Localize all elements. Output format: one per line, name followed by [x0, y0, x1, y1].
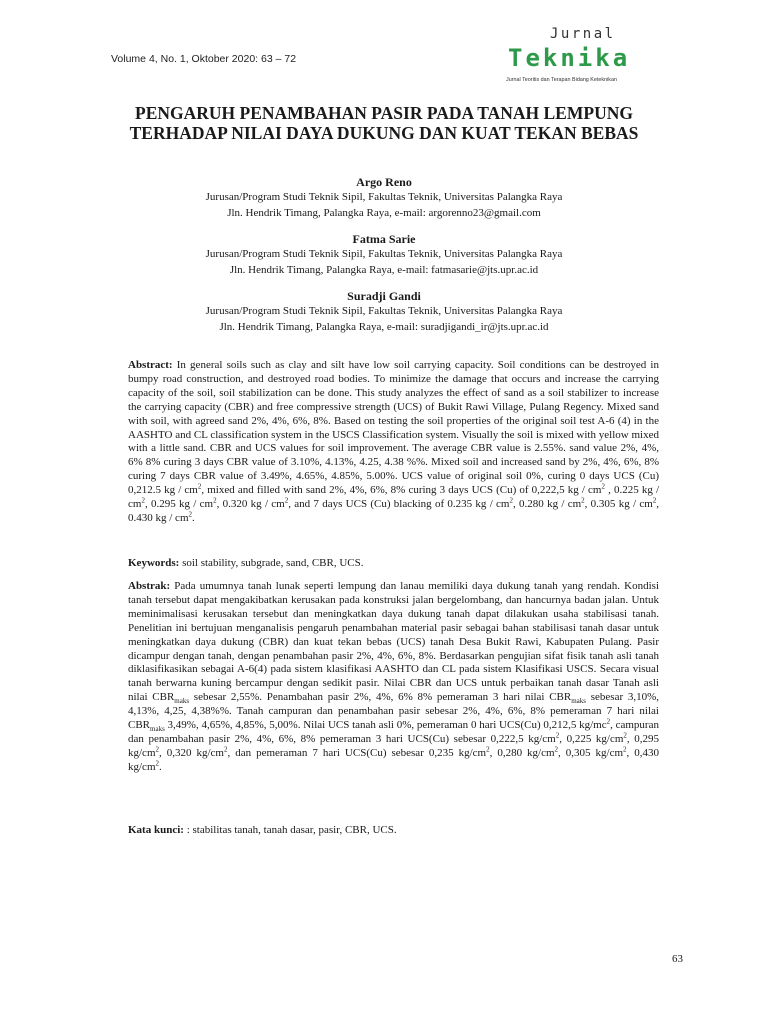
subscript: maks: [174, 697, 190, 706]
superscript: 2: [155, 759, 159, 768]
abstract-english: [128, 359, 659, 526]
abstrak-text: , 0,295 kg/cm: [128, 732, 659, 759]
superscript: 2: [284, 496, 289, 505]
superscript: 2: [652, 496, 657, 505]
abstract-text: .: [192, 511, 195, 524]
author-affiliation: Jurusan/Program Studi Teknik Sipil, Fakultas Teknik, Universitas Palangka Raya: [205, 248, 563, 260]
abstrak-text: sebesar 3,10%, 4,13%, 4,25, 4,38%%. Tanah campuran dan penambahan pasir sebesar 2%, 4%, 6%, 8% pemeraman 7 hari nilai CBR: [128, 691, 659, 732]
abstrak-text: .: [159, 760, 162, 773]
keywords-english: [128, 556, 659, 570]
superscript: 2: [581, 496, 585, 505]
keywords-label: Keywords:: [128, 557, 180, 569]
abstract-text: In general soils such as clay and silt have low soil carrying capacity. Soil conditions can be destroyed in bumpy road construction, and destroyed road bodies. To minimize the damage that occurs and increase the carrying capacity of the soil, soil stabilization can be done. This study analyzes the effect of sand as a soil stabilizer to increase the carrying capacity (CBR) and free compressive strength (UCS) of Bukit Rawi Village, Pulang Regency. Mixed sand with soil, with agreed sand 2%, 4%, 6%, 8%. Based on testing the soil properties of the original soil test A-6 (4) in the AASHTO and CL classification system in the USCS Classification system. Visually the soil is mixed with yellow mixed with a little sand. CBR and UCS values for soil improvement. The average CBR value is 2.55%. sand value 2%, 4%, 6% 8% curing 3 days CBR value of 3.10%, 4.13%, 4.25, 4.38 %%. Mixed soil and increased sand by 2%, 4%, 6%, 8% curing 7 days CBR value of 3.49%, 4.65%, 4.85%, 5.00%. UCS value of original soil 0%, curing 0 days UCS (Cu) 0,212.5 kg / cm: [128, 359, 659, 497]
abstrak-text: , 0,430 kg/cm: [128, 746, 660, 773]
logo-tagline: Jurnal Teoritis dan Terapan Bidang Keteknikan: [506, 77, 617, 83]
abstrak-text: , 0,225 kg/cm: [559, 732, 624, 745]
volume-info: Volume 4, No. 1, Oktober 2020: 63 – 72: [111, 53, 297, 65]
keywords-indonesian: [128, 823, 659, 837]
superscript: 2: [188, 510, 192, 519]
abstract-text: , 0.320 kg / cm: [216, 498, 285, 511]
title-line-1: PENGARUH PENAMBAHAN PASIR PADA TANAH LEMPUNG: [135, 103, 633, 123]
author-address: Jln. Hendrik Timang, Palangka Raya, e-mail: argorenno23@gmail.com: [227, 206, 541, 219]
abstract-indonesian: [128, 580, 659, 775]
abstrak-text: , campuran dan penambahan pasir 2%, 4%, 6%, 8% pemeraman 3 hari UCS(Cu) sebesar 0,222,5 kg/cm: [128, 719, 659, 745]
author-affiliation: Jurusan/Program Studi Teknik Sipil, Fakultas Teknik, Universitas Palangka Raya: [205, 191, 563, 203]
author-address: Jln. Hendrik Timang, Palangka Raya, e-mail: fatmasarie@jts.upr.ac.id: [229, 263, 539, 276]
abstrak-text: , 0,305 kg/cm: [558, 746, 624, 759]
abstrak-text: Pada umumnya tanah lunak seperti lempung dan lanau memiliki daya dukung tanah yang rendah. Kondisi tanah tersebut dapat mengakibatkan kerusakan pada konstruksi jalan bergelombang, dan hancurnya badan jalan. Untuk meminimalisasi kerusakan tersebut dan meningkatkan daya dukung tanah dapat dilakukan usaha stabilisasi tanah. Penelitian ini bertujuan menganalisis pengaruh penambahan material pasir sebagai bahan stabilisasi tanah dasar untuk meningkatkan daya dukung (CBR) dan kuat tekan bebas (UCS) tanah Desa Bukit Rawi, Kabupaten Pulang. Pasir dicampur dengan tanah, dengan penambahan pasir 2%, 4%, 6%, 8%. Berdasarkan pengujian sifat fisik tanah asli tanah diklasifikasikan sebagai A-6(4) pada sistem klasifikasi AASHTO dan CL pada sistem Klasifikasi USCS. Secara visual tanah berwarna kuning bercampur dengan sedikit pasir. Nilai CBR dan UCS untuk perbaikan tanah dasar Tanah asli nilai CBR: [128, 580, 659, 704]
page-number: 63: [672, 953, 683, 965]
superscript: 2: [623, 731, 627, 740]
journal-logo: [506, 24, 666, 86]
author-affiliation: Jurusan/Program Studi Teknik Sipil, Fakultas Teknik, Universitas Palangka Raya: [205, 305, 563, 317]
kata-kunci-label: Kata kunci:: [128, 824, 184, 836]
subscript: maks: [150, 725, 165, 734]
superscript: 2: [601, 482, 605, 491]
author-name: Fatma Sarie: [352, 232, 416, 246]
title-line-2: TERHADAP NILAI DAYA DUKUNG DAN KUAT TEKAN BEBAS: [129, 123, 639, 143]
abstract-text: , mixed and filled with sand 2%, 4%, 6%, 8% curing 3 days UCS (Cu) of 0,222,5 kg / cm: [201, 484, 602, 497]
superscript: 2: [141, 496, 145, 505]
logo-teknika-text: Teknika: [508, 44, 631, 72]
logo-jurnal-text: Jurnal: [550, 26, 616, 42]
author-block: [100, 231, 668, 278]
abstract-text: , 0.430 kg / cm: [128, 498, 660, 524]
abstract-text: , 0.225 kg / cm: [128, 484, 659, 511]
superscript: 2: [155, 745, 159, 754]
superscript: 2: [606, 717, 611, 726]
abstrak-text: 3,49%, 4,65%, 4,85%, 5,00%. Nilai UCS tanah asli 0%, pemeraman 0 hari UCS(Cu) 0,212,5 kg/mc: [164, 719, 607, 732]
superscript: 2: [223, 745, 228, 754]
superscript: 2: [213, 496, 217, 505]
superscript: 2: [197, 482, 202, 491]
abstract-label: Abstract:: [128, 359, 173, 371]
abstract-text: , 0.295 kg / cm: [144, 498, 214, 511]
superscript: 2: [555, 731, 560, 740]
author-block: [100, 174, 668, 221]
superscript: 2: [509, 496, 513, 505]
superscript: 2: [623, 745, 627, 754]
abstrak-text: , 0,280 kg/cm: [489, 746, 555, 759]
superscript: 2: [486, 745, 490, 754]
abstract-text: , and 7 days UCS (Cu) blacking of 0.235 kg / cm: [288, 498, 510, 511]
abstract-text: , 0.305 kg / cm: [584, 498, 653, 511]
author-block: [100, 288, 668, 335]
abstrak-text: , dan pemeraman 7 hari UCS(Cu) sebesar 0,235 kg/cm: [227, 746, 487, 759]
author-name: Argo Reno: [356, 175, 412, 189]
abstrak-label: Abstrak:: [128, 580, 171, 592]
kata-kunci-text: : stabilitas tanah, tanah dasar, pasir, CBR, UCS.: [183, 824, 397, 836]
abstract-text: , 0.280 kg / cm: [513, 498, 582, 511]
subscript: maks: [571, 697, 587, 706]
abstrak-text: , 0,320 kg/cm: [159, 746, 224, 759]
author-name: Suradji Gandi: [347, 289, 421, 303]
abstrak-text: sebesar 2,55%. Penambahan pasir 2%, 4%, 6% 8% pemeraman 3 hari nilai CBR: [189, 691, 572, 704]
keywords-text: soil stability, subgrade, sand, CBR, UCS.: [179, 557, 364, 569]
author-address: Jln. Hendrik Timang, Palangka Raya, e-mail: suradjigandi_ir@jts.upr.ac.id: [219, 320, 549, 333]
paper-title: [100, 103, 668, 143]
superscript: 2: [554, 745, 559, 754]
